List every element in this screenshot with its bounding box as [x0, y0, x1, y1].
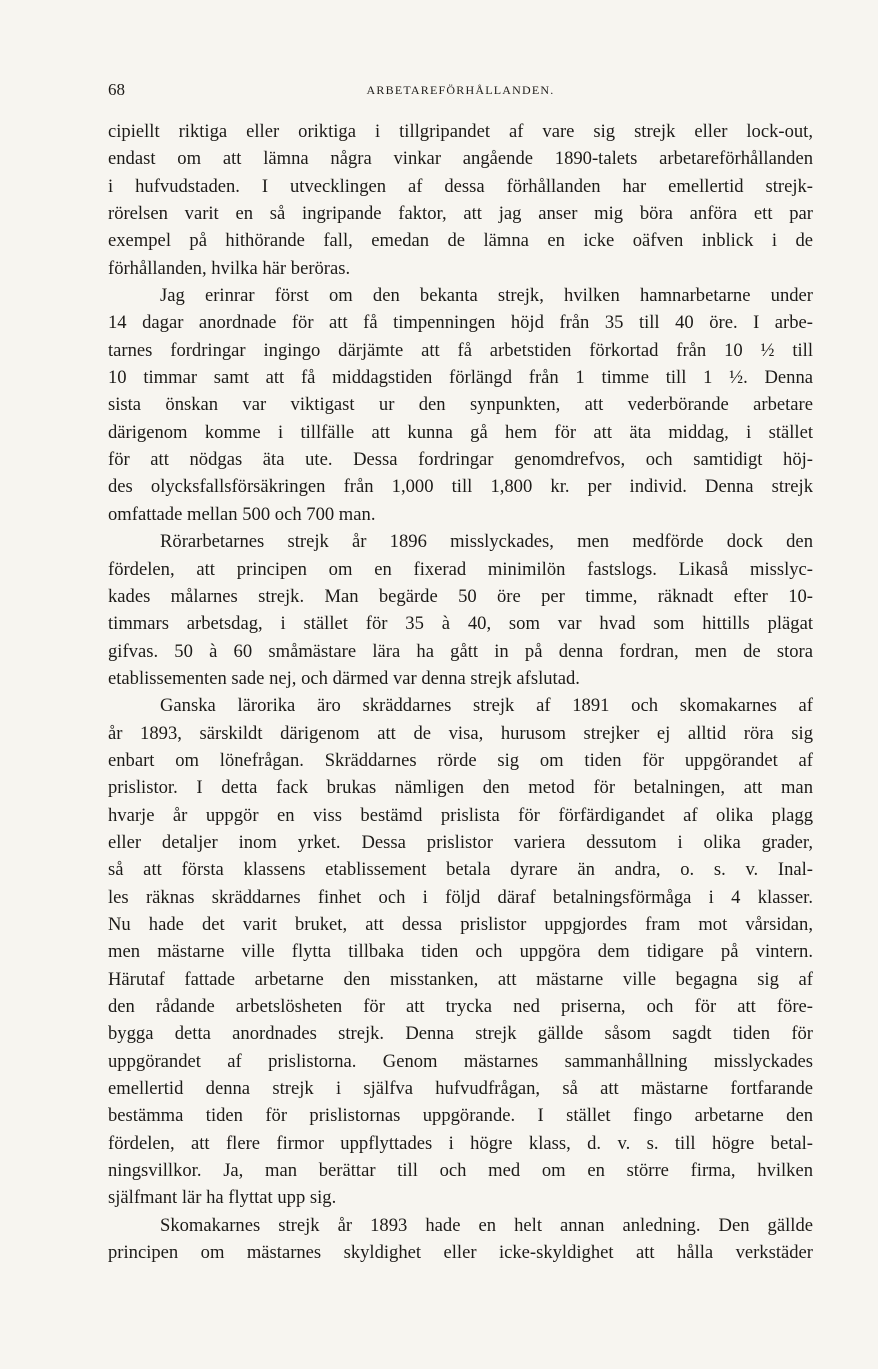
text-line: bestämma tiden för prislistornas uppgörande. I stället fingo arbetarne den [108, 1105, 813, 1127]
text-line: Nu hade det varit bruket, att dessa prislistor uppgjordes fram mot vårsidan, [108, 913, 813, 935]
text-line: bygga detta anordnades strejk. Denna strejk gällde såsom sagdt tiden för [108, 1023, 813, 1045]
body-text [108, 118, 813, 1266]
text-line: men mästarne ville flytta tillbaka tiden och uppgöra dem tidigare på vintern. [108, 941, 813, 963]
text-line: så att första klassens etablissement betala dyrare än andra, o. s. v. Inal- [108, 859, 813, 881]
text-line: enbart om lönefrågan. Skräddarnes rörde sig om tiden för uppgörandet af [108, 749, 813, 771]
text-line: den rådande arbetslösheten för att trycka ned priserna, och för att före- [108, 996, 813, 1017]
text-line: förhållanden, hvilka här beröras. [108, 257, 351, 279]
text-line: år 1893, särskildt därigenom att de visa, hurusom strejker ej alltid röra sig [108, 722, 813, 744]
text-line: fördelen, att principen om en fixerad minimilön fastslogs. Likaså misslyc- [108, 558, 813, 580]
page-number: 68 [108, 80, 125, 99]
text-line: för att nödgas äta ute. Dessa fordringar genomdrefvos, och samtidigt höj- [108, 449, 813, 471]
text-line: hvarje år uppgör en viss bestämd prislista för förfärdigandet af olika plagg [108, 804, 813, 826]
text-line: fördelen, att flere firmor uppflyttades i högre klass, d. v. s. till högre betal- [108, 1132, 813, 1154]
text-line: Jag erinrar först om den bekanta strejk, hvilken hamnarbetarne under [160, 285, 813, 307]
page-header [108, 80, 813, 102]
text-line: prislistor. I detta fack brukas nämligen den metod för betalningen, att man [108, 777, 813, 799]
text-line: les räknas skräddarnes finhet och i följd däraf betalningsförmåga i 4 klasser. [108, 886, 813, 908]
text-line: Härutaf fattade arbetarne den misstanken, att mästarne ville begagna sig af [108, 968, 813, 990]
text-line: emellertid denna strejk i själfva hufvudfrågan, så att mästarne fortfarande [108, 1078, 813, 1100]
text-line: exempel på hithörande fall, emedan de lämna en icke oäfven inblick i de [108, 230, 813, 252]
text-line: eller detaljer inom yrket. Dessa prislistor variera dessutom i olika grader, [108, 831, 813, 853]
text-line: omfattade mellan 500 och 700 man. [108, 503, 376, 525]
text-line: Ganska lärorika äro skräddarnes strejk af 1891 och skomakarnes af [160, 695, 813, 717]
text-line: rörelsen varit en så ingripande faktor, att jag anser mig böra anföra ett par [108, 203, 813, 225]
text-line: 14 dagar anordnade för att få timpenningen höjd från 35 till 40 öre. I arbe- [108, 312, 813, 334]
text-line: gifvas. 50 à 60 småmästare lära ha gått in på denna fordran, men de stora [108, 640, 813, 662]
text-line: uppgörandet af prislistorna. Genom mästarnes sammanhållning misslyckades [108, 1050, 813, 1072]
text-line: själfmant lär ha flyttat upp sig. [108, 1187, 337, 1209]
text-line: 10 timmar samt att få middagstiden förlängd från 1 timme till 1 ½. Denna [108, 367, 813, 389]
text-line: sista önskan var viktigast ur den synpunkten, att vederbörande arbetare [108, 394, 813, 416]
text-line: Rörarbetarnes strejk år 1896 misslyckades, men medförde dock den [160, 531, 813, 553]
text-line: i hufvudstaden. I utvecklingen af dessa förhållanden har emellertid strejk- [108, 175, 813, 197]
text-line: endast om att lämna några vinkar angående 1890-talets arbetareförhållanden [108, 148, 813, 170]
text-line: des olycksfallsförsäkringen från 1,000 till 1,800 kr. per individ. Denna strejk [108, 476, 813, 498]
text-line: därigenom komme i tillfälle att kunna gå hem för att äta middag, i stället [108, 421, 813, 443]
text-line: kades målarnes strejk. Man begärde 50 öre per timme, räknadt efter 10- [108, 585, 813, 607]
text-line: timmars arbetsdag, i stället för 35 à 40, som var hvad som hittills plägat [108, 613, 813, 635]
text-line: tarnes fordringar ingingo därjämte att få arbetstiden förkortad från 10 ½ till [108, 339, 813, 361]
text-line: principen om mästarnes skyldighet eller icke-skyldighet att hålla verkstäder [108, 1242, 813, 1264]
text-line: Skomakarnes strejk år 1893 hade en helt annan anledning. Den gällde [160, 1214, 813, 1236]
text-line: cipiellt riktiga eller oriktiga i tillgripandet af vare sig strejk eller lock-out, [108, 121, 813, 142]
running-head: ARBETAREFÖRHÅLLANDEN. [366, 83, 555, 97]
text-line: etablissementen sade nej, och därmed var denna strejk afslutad. [108, 667, 580, 689]
text-line: ningsvillkor. Ja, man berättar till och med om en större firma, hvilken [108, 1160, 813, 1182]
